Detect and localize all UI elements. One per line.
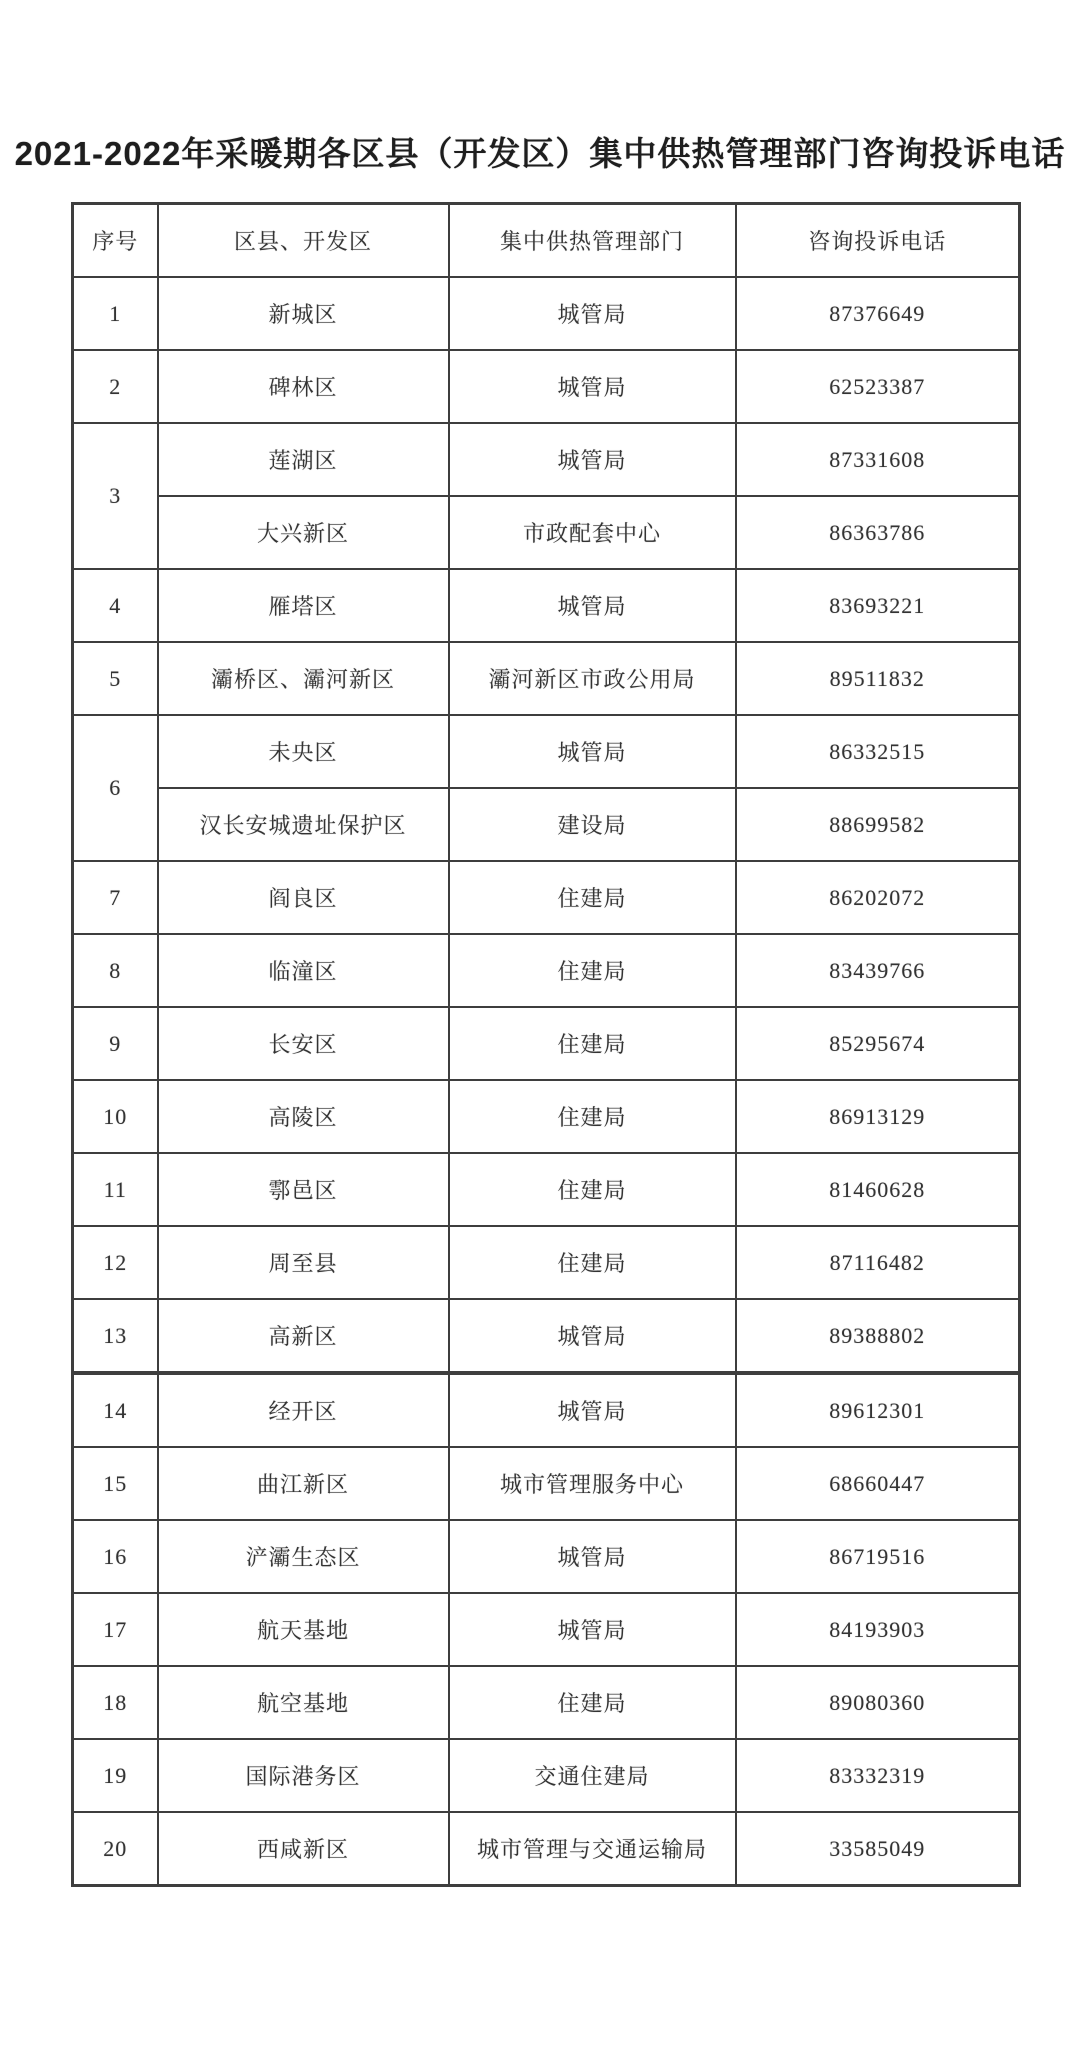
cell-phone: 86719516 xyxy=(736,1520,1020,1593)
cell-dept: 市政配套中心 xyxy=(449,496,736,569)
cell-dept: 城管局 xyxy=(449,1373,736,1447)
cell-district: 航空基地 xyxy=(158,1666,449,1739)
table-row xyxy=(73,1080,1020,1153)
cell-phone: 68660447 xyxy=(736,1447,1020,1520)
cell-dept: 城管局 xyxy=(449,277,736,350)
cell-no: 14 xyxy=(73,1373,158,1447)
cell-no: 17 xyxy=(73,1593,158,1666)
cell-district: 莲湖区 xyxy=(158,423,449,496)
cell-district: 未央区 xyxy=(158,715,449,788)
cell-dept: 住建局 xyxy=(449,1666,736,1739)
cell-no: 7 xyxy=(73,861,158,934)
cell-no: 5 xyxy=(73,642,158,715)
cell-district: 鄠邑区 xyxy=(158,1153,449,1226)
cell-district: 周至县 xyxy=(158,1226,449,1299)
cell-dept: 城管局 xyxy=(449,1520,736,1593)
cell-dept: 住建局 xyxy=(449,934,736,1007)
cell-phone: 83693221 xyxy=(736,569,1020,642)
cell-phone: 86913129 xyxy=(736,1080,1020,1153)
cell-phone: 87376649 xyxy=(736,277,1020,350)
table-row xyxy=(73,861,1020,934)
table-body xyxy=(73,277,1020,1886)
table-row xyxy=(73,1153,1020,1226)
page-title: 2021-2022年采暖期各区县（开发区）集中供热管理部门咨询投诉电话 xyxy=(14,135,1066,172)
table-row xyxy=(73,423,1020,496)
table-row xyxy=(73,1226,1020,1299)
table-row xyxy=(73,496,1020,569)
cell-dept: 城管局 xyxy=(449,1593,736,1666)
cell-dept: 灞河新区市政公用局 xyxy=(449,642,736,715)
cell-no: 9 xyxy=(73,1007,158,1080)
cell-no: 18 xyxy=(73,1666,158,1739)
cell-phone: 89080360 xyxy=(736,1666,1020,1739)
col-header-dept: 集中供热管理部门 xyxy=(449,204,736,278)
cell-phone: 86363786 xyxy=(736,496,1020,569)
cell-district: 国际港务区 xyxy=(158,1739,449,1812)
table-row xyxy=(73,715,1020,788)
cell-phone: 81460628 xyxy=(736,1153,1020,1226)
cell-dept: 住建局 xyxy=(449,1226,736,1299)
cell-dept: 城市管理服务中心 xyxy=(449,1447,736,1520)
cell-no: 19 xyxy=(73,1739,158,1812)
col-header-no: 序号 xyxy=(73,204,158,278)
cell-phone: 33585049 xyxy=(736,1812,1020,1886)
cell-no: 12 xyxy=(73,1226,158,1299)
cell-district: 长安区 xyxy=(158,1007,449,1080)
cell-dept: 住建局 xyxy=(449,861,736,934)
cell-district: 阎良区 xyxy=(158,861,449,934)
table-row xyxy=(73,1299,1020,1373)
cell-district: 雁塔区 xyxy=(158,569,449,642)
table-row xyxy=(73,1520,1020,1593)
cell-dept: 城市管理与交通运输局 xyxy=(449,1812,736,1886)
cell-dept: 建设局 xyxy=(449,788,736,861)
cell-no: 11 xyxy=(73,1153,158,1226)
cell-district: 灞桥区、灞河新区 xyxy=(158,642,449,715)
table-row xyxy=(73,277,1020,350)
table-row xyxy=(73,1666,1020,1739)
cell-phone: 85295674 xyxy=(736,1007,1020,1080)
cell-phone: 86202072 xyxy=(736,861,1020,934)
cell-dept: 城管局 xyxy=(449,1299,736,1373)
cell-no: 3 xyxy=(73,423,158,569)
cell-dept: 住建局 xyxy=(449,1007,736,1080)
table-row xyxy=(73,1739,1020,1812)
cell-phone: 89388802 xyxy=(736,1299,1020,1373)
cell-dept: 交通住建局 xyxy=(449,1739,736,1812)
cell-district: 高新区 xyxy=(158,1299,449,1373)
cell-no: 4 xyxy=(73,569,158,642)
cell-dept: 城管局 xyxy=(449,569,736,642)
table-row xyxy=(73,934,1020,1007)
cell-no: 15 xyxy=(73,1447,158,1520)
cell-no: 6 xyxy=(73,715,158,861)
cell-district: 大兴新区 xyxy=(158,496,449,569)
table-row xyxy=(73,1447,1020,1520)
cell-district: 航天基地 xyxy=(158,1593,449,1666)
cell-no: 10 xyxy=(73,1080,158,1153)
cell-district: 碑林区 xyxy=(158,350,449,423)
table-row xyxy=(73,569,1020,642)
cell-phone: 89612301 xyxy=(736,1373,1020,1447)
cell-phone: 87331608 xyxy=(736,423,1020,496)
table-row xyxy=(73,1007,1020,1080)
cell-district: 高陵区 xyxy=(158,1080,449,1153)
cell-phone: 86332515 xyxy=(736,715,1020,788)
cell-phone: 87116482 xyxy=(736,1226,1020,1299)
cell-phone: 62523387 xyxy=(736,350,1020,423)
cell-phone: 88699582 xyxy=(736,788,1020,861)
cell-district: 浐灞生态区 xyxy=(158,1520,449,1593)
cell-district: 临潼区 xyxy=(158,934,449,1007)
cell-district: 西咸新区 xyxy=(158,1812,449,1886)
cell-dept: 城管局 xyxy=(449,423,736,496)
cell-no: 2 xyxy=(73,350,158,423)
cell-no: 1 xyxy=(73,277,158,350)
cell-no: 16 xyxy=(73,1520,158,1593)
cell-dept: 城管局 xyxy=(449,350,736,423)
table-row xyxy=(73,1373,1020,1447)
table-row xyxy=(73,1812,1020,1886)
cell-dept: 住建局 xyxy=(449,1153,736,1226)
table-header xyxy=(73,204,1020,278)
cell-district: 新城区 xyxy=(158,277,449,350)
table-row xyxy=(73,788,1020,861)
cell-phone: 83332319 xyxy=(736,1739,1020,1812)
cell-phone: 89511832 xyxy=(736,642,1020,715)
cell-phone: 84193903 xyxy=(736,1593,1020,1666)
table-row xyxy=(73,350,1020,423)
cell-dept: 住建局 xyxy=(449,1080,736,1153)
cell-no: 20 xyxy=(73,1812,158,1886)
cell-district: 经开区 xyxy=(158,1373,449,1447)
header-row xyxy=(73,204,1020,278)
cell-phone: 83439766 xyxy=(736,934,1020,1007)
cell-district: 汉长安城遗址保护区 xyxy=(158,788,449,861)
cell-dept: 城管局 xyxy=(449,715,736,788)
col-header-phone: 咨询投诉电话 xyxy=(736,204,1020,278)
cell-district: 曲江新区 xyxy=(158,1447,449,1520)
hotline-table xyxy=(71,202,1021,1887)
cell-no: 8 xyxy=(73,934,158,1007)
table-row xyxy=(73,642,1020,715)
table-row xyxy=(73,1593,1020,1666)
cell-no: 13 xyxy=(73,1299,158,1373)
col-header-district: 区县、开发区 xyxy=(158,204,449,278)
